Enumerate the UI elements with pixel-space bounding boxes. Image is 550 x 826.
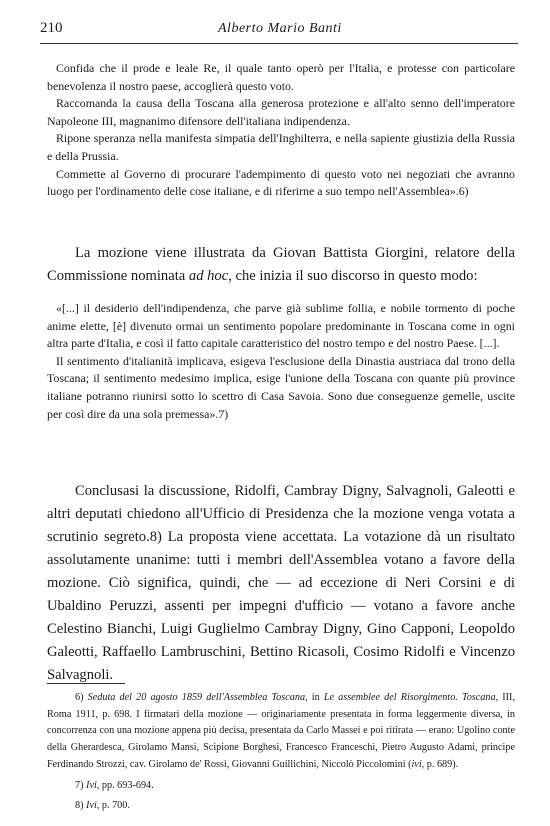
giorgini-quote-1: «[...] il desiderio dell'indipendenza, che parve già sublime follia, e nobile tormento di poche anime elette, [è] divenuto ormai un sentimento popolare predominante in Toscana come in ogni altra parte d'Italia, e così il fatto capitale caratteristico del nostro tempo e del nostro Paese. [...]. [47, 301, 515, 351]
paragraph-conclusion [47, 480, 515, 687]
footnote-6-ivi: ivi [411, 758, 422, 770]
footnote-6-title: Seduta del 20 agosto 1859 dell'Assemblea Toscana [87, 692, 306, 703]
footnote-8 [47, 798, 515, 815]
page-number: 210 [40, 20, 63, 36]
intro-emphasis: ad hoc [188, 268, 229, 284]
footnote-6-end: , p. 689). [421, 758, 459, 770]
footnote-8-ivi: Ivi [86, 800, 97, 812]
footnote-8-mark: 8) [75, 800, 84, 812]
footnote-6 [47, 690, 515, 774]
footnote-rule [47, 683, 125, 684]
header-rule [40, 43, 518, 44]
footnote-7-body: , pp. 693-694. [96, 779, 154, 791]
page-header [40, 20, 518, 42]
running-head: Alberto Mario Banti [218, 21, 342, 36]
motion-item-1: Confida che il prode e leale Re, il quale tanto operò per l'Italia, e protesse con particolare benevolenza il nostro paese, accoglierà questo voto. [47, 61, 515, 93]
footnote-6-mark: 6) [75, 692, 84, 703]
quote-block-giorgini [47, 300, 515, 423]
footnote-6-mid: , in [305, 692, 324, 703]
footnote-8-body: , p. 700. [96, 800, 130, 812]
quote-block-motion [47, 60, 515, 201]
motion-item-4: Commette al Governo di procurare l'adempimento di questo voto nei negoziati che avranno luogo per l'ordinamento delle cose italiane, e di riferirne a suo tempo nell'Assemblea».6) [47, 166, 515, 199]
intro-text-a: La mozione viene illustrata da Giovan Battista Giorgini, relatore della Commissione nominata [47, 245, 515, 284]
giorgini-quote-2: Il sentimento d'italianità implicava, esigeva l'esclusione della Dinastia austriaca dal trono della Toscana; il sentimento medesimo implica, esige l'unione della Toscana con quante più province italiane potranno riunirsi sotto lo scettro di Casa Savoia. Sono due conseguenze gemelle, uscite per così dire da una sola premessa».7) [47, 353, 515, 421]
footnote-7-ivi: Ivi [86, 779, 97, 791]
footnote-6-source: Le assemblee del Risorgimento. Toscana [323, 692, 496, 703]
footnote-6-body: , III, Roma 1911, p. 698. I firmatari della mozione — originariamente presentata in forma leggermente diversa, in concorrenza con una mozione appena più decisa, presentata da Carlo Massei e poi ritirata — erano: Ugolino conte della Gherardesca, Girolamo Mansi, Scipione Borghesi, Francesco Franceschi, Pietro Augusto Adami, principe Ferdinando Strozzi, cav. Girolamo de' Rossi, Giovanni Guillichini, Niccolò Piccolomini ( [47, 692, 515, 770]
conclusion-text: Conclusasi la discussione, Ridolfi, Cambray Digny, Salvagnoli, Galeotti e altri deputati chiedono all'Ufficio di Presidenza che la mozione venga votata a scrutinio segreto.8) La proposta viene accettata. La votazione dà un risultato assolutamente unanime: tutti i membri dell'Assemblea votano a favore della mozione. Ciò significa, quindi, che — ad eccezione di Neri Corsini e di Ubaldino Peruzzi, assenti per impegni d'ufficio — votano a favore anche Celestino Bianchi, Luigi Guglielmo Cambray Digny, Gino Capponi, Leopoldo Galeotti, Raffaello Lambruschini, Bettino Ricasoli, Cosimo Ridolfi e Vincenzo Salvagnoli. [47, 483, 515, 683]
intro-text-b: , che inizia il suo discorso in questo modo: [228, 268, 478, 284]
motion-item-3: Ripone speranza nella manifesta simpatia dell'Inghilterra, e nella sapiente giustizia della Russia e della Prussia. [47, 131, 515, 163]
motion-item-2: Raccomanda la causa della Toscana alla generosa protezione e all'alto senno dell'imperatore Napoleone III, magnanimo difensore dell'italiana indipendenza. [47, 96, 515, 128]
footnote-7-mark: 7) [75, 779, 84, 791]
footnotes [47, 690, 515, 815]
footnote-7 [47, 778, 515, 795]
paragraph-intro [47, 242, 515, 288]
